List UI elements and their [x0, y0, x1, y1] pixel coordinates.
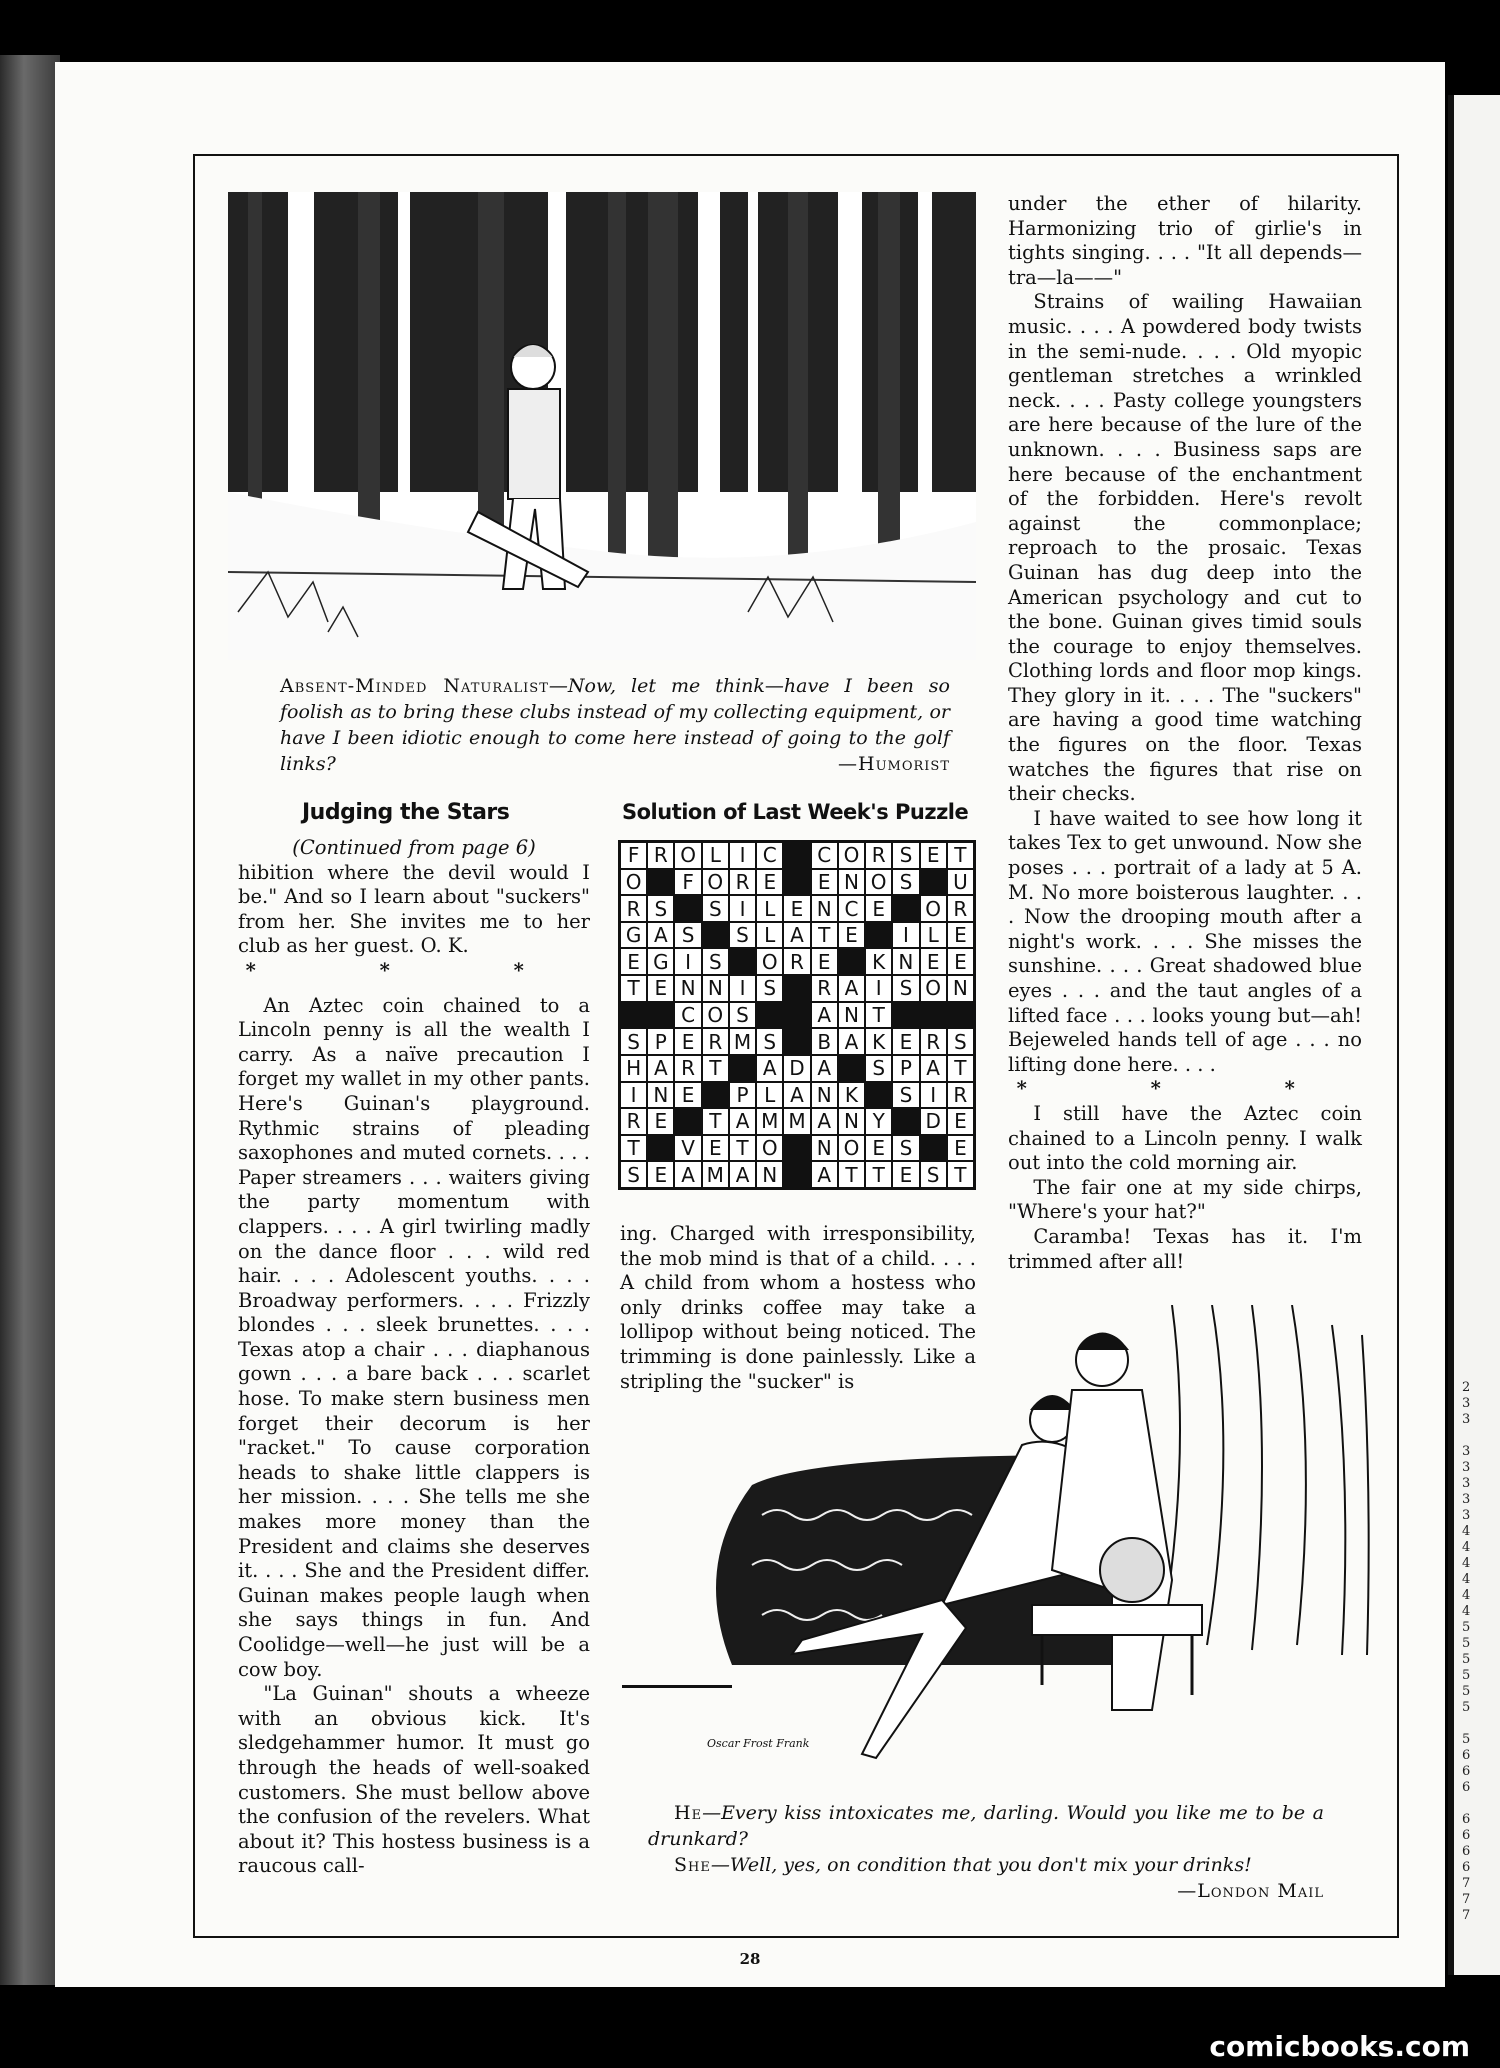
crossword-letter-cell: I	[920, 1082, 947, 1109]
crossword-letter-cell: C	[674, 1002, 701, 1029]
crossword-black-cell	[865, 922, 892, 949]
next-page-numbers: 2 3 3 3 3 3 3 3 4 4 4 4 4 4 5 5 5 5 5 5 5 6 6 6 6 6 6 6 7 7 7	[1462, 1380, 1471, 1923]
col3-paragraph-5: The fair one at my side chirps, "Where's your hat?"	[1008, 1175, 1362, 1224]
crossword-letter-cell: S	[865, 1055, 892, 1082]
crossword-letter-cell: G	[647, 948, 674, 975]
crossword-letter-cell: E	[920, 842, 947, 869]
crossword-letter-cell: S	[620, 1161, 647, 1188]
crossword-letter-cell: K	[838, 1082, 865, 1109]
col3-paragraph-4: I still have the Aztec coin chained to a Lincoln penny. I walk out into the cold morning air.	[1008, 1101, 1362, 1175]
crossword-letter-cell: E	[865, 1135, 892, 1162]
crossword-letter-cell: R	[947, 895, 974, 922]
crossword-letter-cell: F	[620, 842, 647, 869]
crossword-letter-cell: E	[865, 895, 892, 922]
crossword-letter-cell: E	[838, 922, 865, 949]
crossword-letter-cell: P	[647, 1028, 674, 1055]
crossword-letter-cell: O	[620, 869, 647, 896]
crossword-letter-cell: G	[620, 922, 647, 949]
crossword-black-cell	[783, 842, 810, 869]
couple-illustration	[612, 1305, 1377, 1775]
crossword-letter-cell: E	[620, 948, 647, 975]
crossword-letter-cell: E	[756, 869, 783, 896]
next-page-edge	[1448, 95, 1500, 1975]
book-spine-left	[0, 55, 60, 1985]
crossword-letter-cell: R	[920, 1028, 947, 1055]
crossword-letter-cell: M	[783, 1108, 810, 1135]
crossword-letter-cell: M	[756, 1108, 783, 1135]
crossword-letter-cell: R	[620, 895, 647, 922]
crossword-black-cell	[920, 1135, 947, 1162]
caption-lead: Absent-Minded Naturalist	[280, 675, 549, 697]
col1-paragraph-1: hibition where the devil would I be." And so I learn about "suckers" from her. She invites me to her club as her guest. O. K.	[238, 860, 590, 958]
she-line: —Well, yes, on condition that you don't mix your drinks!	[710, 1854, 1252, 1876]
crossword-letter-cell: R	[647, 842, 674, 869]
crossword-letter-cell: A	[811, 1108, 838, 1135]
crossword-letter-cell: R	[865, 842, 892, 869]
couple-caption	[648, 1800, 1324, 1904]
crossword-black-cell	[756, 1002, 783, 1029]
crossword-letter-cell: S	[892, 975, 919, 1002]
crossword-letter-cell: E	[647, 1108, 674, 1135]
crossword-letter-cell: T	[811, 922, 838, 949]
crossword-letter-cell: A	[729, 1108, 756, 1135]
crossword-letter-cell: E	[783, 895, 810, 922]
he-label: He	[674, 1802, 703, 1824]
crossword-letter-cell: E	[920, 948, 947, 975]
crossword-black-cell	[865, 1082, 892, 1109]
crossword-letter-cell: E	[947, 1108, 974, 1135]
crossword-black-cell	[783, 1161, 810, 1188]
col3-paragraph-3: I have waited to see how long it takes Tex to get unwound. Now she poses . . . portrait of a lady at 5 A. M. No more boisterous laughter. . . . Now the drooping mouth after a night's work. . . . She misses the sunshine. . . . Great shadowed blue eyes . . . and the taut angles of a lifted face . . . looks young but—ah! Bejeweled hands tell of age . . . no lifting done here. . . .	[1008, 806, 1362, 1076]
crossword-letter-cell: I	[892, 922, 919, 949]
crossword-black-cell	[838, 948, 865, 975]
crossword-black-cell	[729, 948, 756, 975]
crossword-letter-cell: A	[838, 1028, 865, 1055]
crossword-letter-cell: E	[947, 1135, 974, 1162]
crossword-letter-cell: E	[892, 1028, 919, 1055]
crossword-black-cell	[647, 869, 674, 896]
crossword-letter-cell: S	[729, 1002, 756, 1029]
article-column-1	[238, 836, 590, 1879]
crossword-letter-cell: T	[865, 1002, 892, 1029]
crossword-letter-cell: A	[647, 1055, 674, 1082]
crossword-black-cell	[920, 869, 947, 896]
crossword-letter-cell: A	[838, 975, 865, 1002]
caption-credit: —Humorist	[838, 753, 950, 775]
col1-paragraph-2: An Aztec coin chained to a Lincoln penny is all the wealth I carry. As a naïve precaution I forget my wallet in my other pants. Here's Guinan's playground. Rythmic strains of pleading saxophones and muted cornets. . . . Paper streamers . . . waiters giving the party momentum with clappers. . . . A girl twirling madly on the dance floor . . . wild red hair. . . . Adolescent youths. . . . Broadway performers. . . . Frizzly blondes . . . sleek brunettes. . . . Texas atop a chair . . . diaphanous gown . . . a bare back . . . scarlet hose. To make stern business men forget their decorum is her "racket." To cause corporation heads to shake little clappers is her mission. . . . She tells me she makes more money than the President and claims she deserves it. . . . She and the President differ. Guinan makes people laugh when she says things in fun. And Coolidge—well—he just will be a cow boy.	[238, 993, 590, 1681]
crossword-letter-cell: S	[892, 1135, 919, 1162]
crossword-letter-cell: A	[729, 1161, 756, 1188]
crossword-letter-cell: N	[892, 948, 919, 975]
crossword-letter-cell: N	[838, 1108, 865, 1135]
crossword-letter-cell: N	[647, 1082, 674, 1109]
crossword-letter-cell: R	[947, 1082, 974, 1109]
crossword-black-cell	[892, 1002, 919, 1029]
col2-text: ing. Charged with irresponsibility, the mob mind is that of a child. . . . A child from whom a hostess who only drinks coffee may take a lollipop without being noticed. The trimming is done painlessly. Like a stripling the "sucker" is	[620, 1222, 976, 1393]
crossword-letter-cell: I	[865, 975, 892, 1002]
crossword-black-cell	[620, 1002, 647, 1029]
crossword-letter-cell: P	[729, 1082, 756, 1109]
crossword-black-cell	[783, 1028, 810, 1055]
crossword-letter-cell: M	[702, 1161, 729, 1188]
crossword-letter-cell: I	[674, 948, 701, 975]
crossword-black-cell	[674, 895, 701, 922]
crossword-letter-cell: E	[647, 975, 674, 1002]
crossword-black-cell	[674, 1108, 701, 1135]
article-column-3	[1008, 192, 1362, 1274]
crossword-letter-cell: C	[811, 842, 838, 869]
crossword-black-cell	[920, 1002, 947, 1029]
crossword-letter-cell: O	[702, 1002, 729, 1029]
crossword-letter-cell: S	[702, 895, 729, 922]
crossword-black-cell	[892, 1108, 919, 1135]
crossword-letter-cell: O	[756, 1135, 783, 1162]
crossword-letter-cell: T	[702, 1055, 729, 1082]
forest-illustration	[228, 192, 976, 660]
crossword-black-cell	[783, 869, 810, 896]
col1-paragraph-3: "La Guinan" shouts a wheeze with an obvious kick. It's sledgehammer humor. It must go through the heads of well-soaked customers. She must bellow above the confusion of the revelers. What about it? This hostess business is a raucous call-	[238, 1682, 590, 1878]
crossword-letter-cell: T	[947, 1161, 974, 1188]
crossword-black-cell	[947, 1002, 974, 1029]
artist-signature: Oscar Frost Frank	[707, 1737, 810, 1750]
page-number: 28	[739, 1950, 761, 1968]
crossword-letter-cell: I	[729, 975, 756, 1002]
crossword-letter-cell: T	[729, 1135, 756, 1162]
crossword-black-cell	[838, 1055, 865, 1082]
crossword-letter-cell: I	[729, 842, 756, 869]
crossword-letter-cell: T	[947, 1055, 974, 1082]
crossword-letter-cell: R	[620, 1108, 647, 1135]
crossword-letter-cell: U	[947, 869, 974, 896]
crossword-letter-cell: A	[674, 1161, 701, 1188]
couple-drawing	[612, 1305, 1377, 1775]
crossword-letter-cell: A	[647, 922, 674, 949]
col3-paragraph-6: Caramba! Texas has it. I'm trimmed after all!	[1008, 1224, 1362, 1273]
crossword-letter-cell: L	[756, 1082, 783, 1109]
crossword-letter-cell: E	[811, 948, 838, 975]
crossword-letter-cell: E	[947, 948, 974, 975]
crossword-letter-cell: O	[756, 948, 783, 975]
crossword-letter-cell: L	[920, 922, 947, 949]
crossword-letter-cell: O	[702, 869, 729, 896]
crossword-black-cell	[783, 1135, 810, 1162]
crossword-letter-cell: O	[920, 895, 947, 922]
she-label: She	[674, 1854, 711, 1876]
crossword-black-cell	[647, 1135, 674, 1162]
crossword-letter-cell: A	[783, 922, 810, 949]
crossword-letter-cell: S	[674, 922, 701, 949]
continued-note: (Continued from page 6)	[292, 836, 536, 859]
crossword-letter-cell: N	[811, 1082, 838, 1109]
crossword-letter-cell: V	[674, 1135, 701, 1162]
crossword-solution-grid	[618, 840, 976, 1190]
crossword-black-cell	[729, 1055, 756, 1082]
crossword-black-cell	[702, 922, 729, 949]
crossword-black-cell	[783, 975, 810, 1002]
crossword-letter-cell: A	[811, 1002, 838, 1029]
puzzle-title: Solution of Last Week's Puzzle	[622, 800, 969, 824]
crossword-letter-cell: A	[783, 1082, 810, 1109]
couple-credit: —London Mail	[1177, 1880, 1324, 1902]
crossword-letter-cell: S	[756, 975, 783, 1002]
crossword-letter-cell: T	[838, 1161, 865, 1188]
crossword-letter-cell: S	[920, 1161, 947, 1188]
crossword-black-cell	[892, 895, 919, 922]
crossword-letter-cell: H	[620, 1055, 647, 1082]
crossword-letter-cell: R	[729, 869, 756, 896]
watermark: comicbooks.com	[1209, 2030, 1470, 2063]
he-line: —Every kiss intoxicates me, darling. Would you like me to be a drunkard?	[648, 1802, 1324, 1850]
crossword-letter-cell: O	[865, 869, 892, 896]
crossword-letter-cell: O	[674, 842, 701, 869]
crossword-letter-cell: L	[756, 895, 783, 922]
crossword-letter-cell: S	[620, 1028, 647, 1055]
crossword-letter-cell: D	[920, 1108, 947, 1135]
crossword-letter-cell: Y	[865, 1108, 892, 1135]
article-title: Judging the Stars	[302, 800, 510, 825]
crossword-black-cell	[702, 1082, 729, 1109]
crossword-letter-cell: M	[729, 1028, 756, 1055]
crossword-letter-cell: N	[811, 895, 838, 922]
crossword-letter-cell: N	[756, 1161, 783, 1188]
crossword-letter-cell: L	[756, 922, 783, 949]
crossword-letter-cell: A	[756, 1055, 783, 1082]
crossword-letter-cell: K	[865, 1028, 892, 1055]
crossword-letter-cell: N	[674, 975, 701, 1002]
crossword-letter-cell: S	[647, 895, 674, 922]
crossword-letter-cell: A	[920, 1055, 947, 1082]
crossword-letter-cell: N	[838, 1002, 865, 1029]
section-stars-2: * * *	[1016, 1077, 1354, 1101]
crossword-black-cell	[647, 1002, 674, 1029]
crossword-letter-cell: T	[947, 842, 974, 869]
crossword-letter-cell: E	[947, 922, 974, 949]
crossword-letter-cell: E	[892, 1161, 919, 1188]
crossword-letter-cell: F	[674, 869, 701, 896]
crossword-letter-cell: O	[920, 975, 947, 1002]
crossword-letter-cell: R	[702, 1028, 729, 1055]
crossword-letter-cell: B	[811, 1028, 838, 1055]
crossword-letter-cell: S	[892, 842, 919, 869]
crossword-letter-cell: R	[674, 1055, 701, 1082]
forest-drawing	[228, 192, 976, 660]
crossword-letter-cell: R	[783, 948, 810, 975]
crossword-letter-cell: T	[865, 1161, 892, 1188]
crossword-letter-cell: S	[892, 869, 919, 896]
crossword-letter-cell: S	[702, 948, 729, 975]
crossword-letter-cell: E	[702, 1135, 729, 1162]
crossword-letter-cell: T	[620, 975, 647, 1002]
crossword-letter-cell: R	[811, 975, 838, 1002]
crossword-letter-cell: S	[756, 1028, 783, 1055]
crossword-letter-cell: T	[620, 1135, 647, 1162]
forest-caption	[280, 673, 950, 777]
crossword-letter-cell: E	[674, 1082, 701, 1109]
crossword-letter-cell: K	[865, 948, 892, 975]
caption-text: —Now, let me think—have I been so foolish as to bring these clubs instead of my collecting equipment, or have I been idiotic enough to come here instead of going to the golf links?	[280, 675, 950, 775]
crossword-letter-cell: D	[783, 1055, 810, 1082]
section-stars: * * *	[245, 958, 583, 982]
crossword-letter-cell: T	[702, 1108, 729, 1135]
crossword-letter-cell: E	[811, 869, 838, 896]
crossword-letter-cell: C	[756, 842, 783, 869]
crossword-letter-cell: P	[892, 1055, 919, 1082]
crossword-letter-cell: I	[620, 1082, 647, 1109]
crossword-letter-cell: A	[811, 1055, 838, 1082]
crossword-letter-cell: E	[674, 1028, 701, 1055]
col3-paragraph-1: under the ether of hilarity. Harmonizing trio of girlie's in tights singing. . . . "It all depends—tra—la——"	[1008, 192, 1362, 289]
crossword-letter-cell: S	[892, 1082, 919, 1109]
crossword-letter-cell: E	[647, 1161, 674, 1188]
crossword-letter-cell: N	[838, 869, 865, 896]
crossword-letter-cell: S	[729, 922, 756, 949]
crossword-letter-cell: S	[947, 1028, 974, 1055]
col3-paragraph-2: Strains of wailing Hawaiian music. . . . A powdered body twists in the semi-nude. . . . Old myopic gentleman stretches a wrinkled neck. . . . Pasty college youngsters are here because of the lure of the unknown. . . . Business saps are here because of the enchantment of the forbidden. Here's revolt against the commonplace; reproach to the prosaic. Texas Guinan has dug deep into the American psychology and cut to the bone. Guinan gives timid souls the courage to enjoy themselves. Clothing lords and floor mop kings. They glory in it. . . . The "suckers" are having a good time watching the figures on the floor. Texas watches the figures that rise on their checks.	[1008, 290, 1362, 806]
crossword-black-cell	[783, 1002, 810, 1029]
crossword-letter-cell: A	[811, 1161, 838, 1188]
crossword-letter-cell: N	[947, 975, 974, 1002]
crossword-letter-cell: L	[702, 842, 729, 869]
crossword-letter-cell: N	[702, 975, 729, 1002]
crossword-letter-cell: C	[838, 895, 865, 922]
crossword-letter-cell: I	[729, 895, 756, 922]
crossword-letter-cell: N	[811, 1135, 838, 1162]
crossword-letter-cell: O	[838, 842, 865, 869]
crossword-letter-cell: O	[838, 1135, 865, 1162]
